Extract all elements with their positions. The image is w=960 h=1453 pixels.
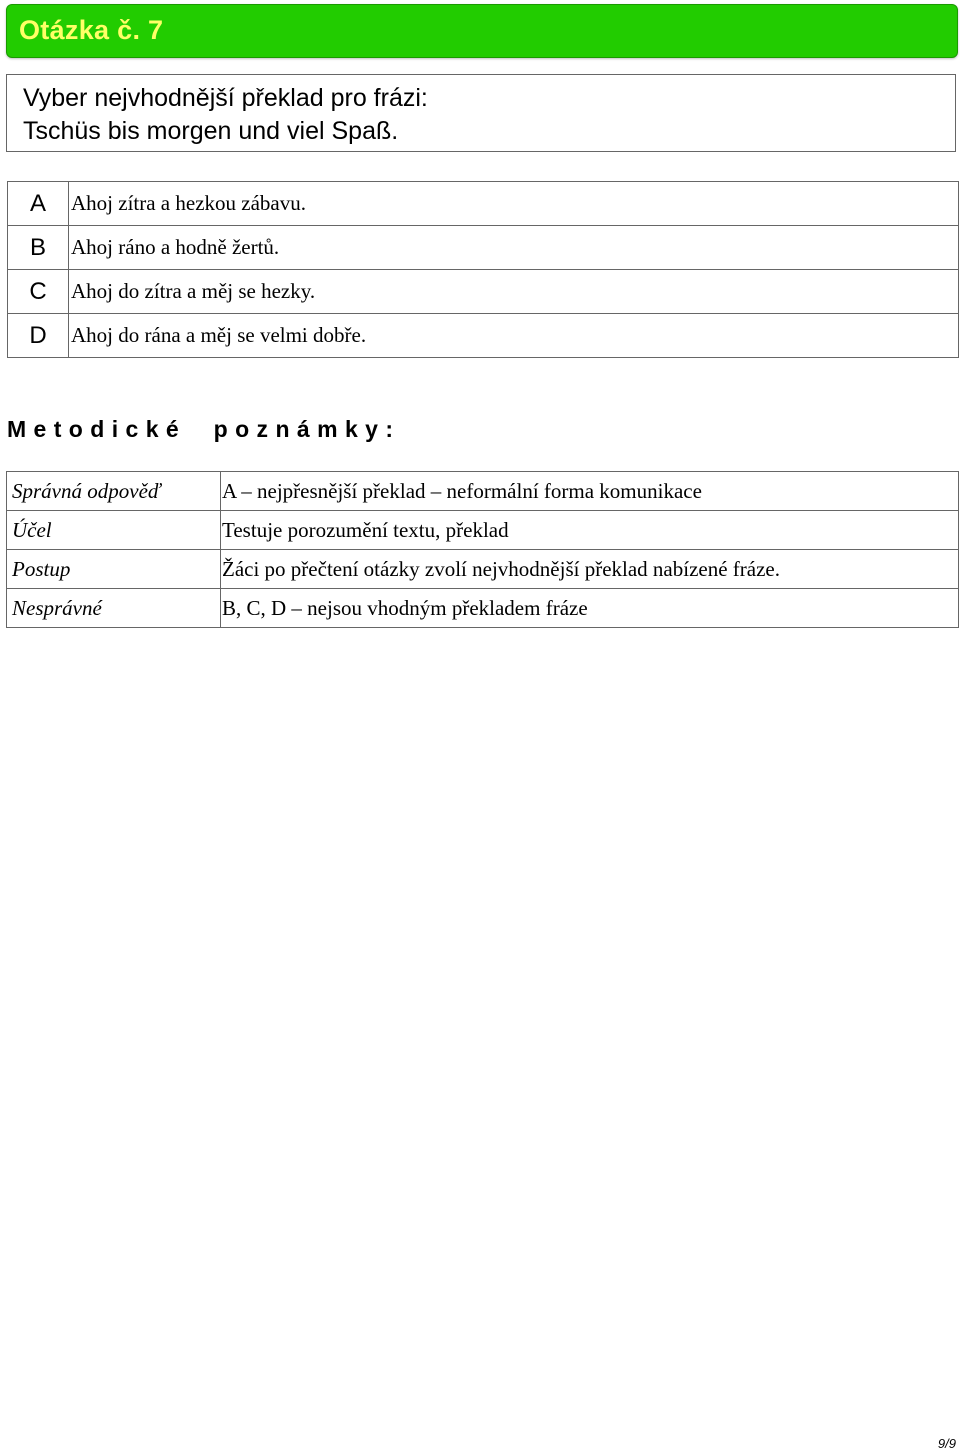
notes-value: B, C, D – nejsou vhodným překladem fráze: [221, 589, 959, 628]
option-letter: C: [8, 270, 69, 314]
question-prompt: [6, 74, 956, 152]
methodical-notes-heading: Metodické poznámky:: [7, 416, 401, 442]
option-text: Ahoj zítra a hezkou zábavu.: [69, 182, 959, 226]
notes-row: [7, 511, 959, 550]
notes-value: Testuje porozumění textu, překlad: [221, 511, 959, 550]
option-letter: D: [8, 314, 69, 358]
option-letter: A: [8, 182, 69, 226]
answer-option[interactable]: [8, 270, 959, 314]
notes-row: [7, 550, 959, 589]
answer-options-table: [7, 181, 959, 358]
option-letter: B: [8, 226, 69, 270]
option-text: Ahoj do rána a měj se velmi dobře.: [69, 314, 959, 358]
notes-row: [7, 589, 959, 628]
answer-option[interactable]: [8, 182, 959, 226]
notes-label: Správná odpověď: [7, 472, 221, 511]
notes-value: Žáci po přečtení otázky zvolí nejvhodnější překlad nabízené fráze.: [221, 550, 959, 589]
answer-option[interactable]: [8, 314, 959, 358]
notes-row: [7, 472, 959, 511]
prompt-phrase: Tschüs bis morgen und viel Spaß.: [23, 117, 399, 145]
option-text: Ahoj do zítra a měj se hezky.: [69, 270, 959, 314]
notes-label: Nesprávné: [7, 589, 221, 628]
prompt-instruction: Vyber nejvhodnější překlad pro frázi:: [23, 84, 428, 112]
question-header: [6, 4, 958, 58]
page-number: 9/9: [937, 1436, 956, 1451]
option-text: Ahoj ráno a hodně žertů.: [69, 226, 959, 270]
question-title: Otázka č. 7: [19, 15, 164, 45]
methodical-notes-table: [6, 471, 959, 628]
answer-option[interactable]: [8, 226, 959, 270]
notes-label: Účel: [7, 511, 221, 550]
notes-label: Postup: [7, 550, 221, 589]
notes-value: A – nejpřesnější překlad – neformální forma komunikace: [221, 472, 959, 511]
